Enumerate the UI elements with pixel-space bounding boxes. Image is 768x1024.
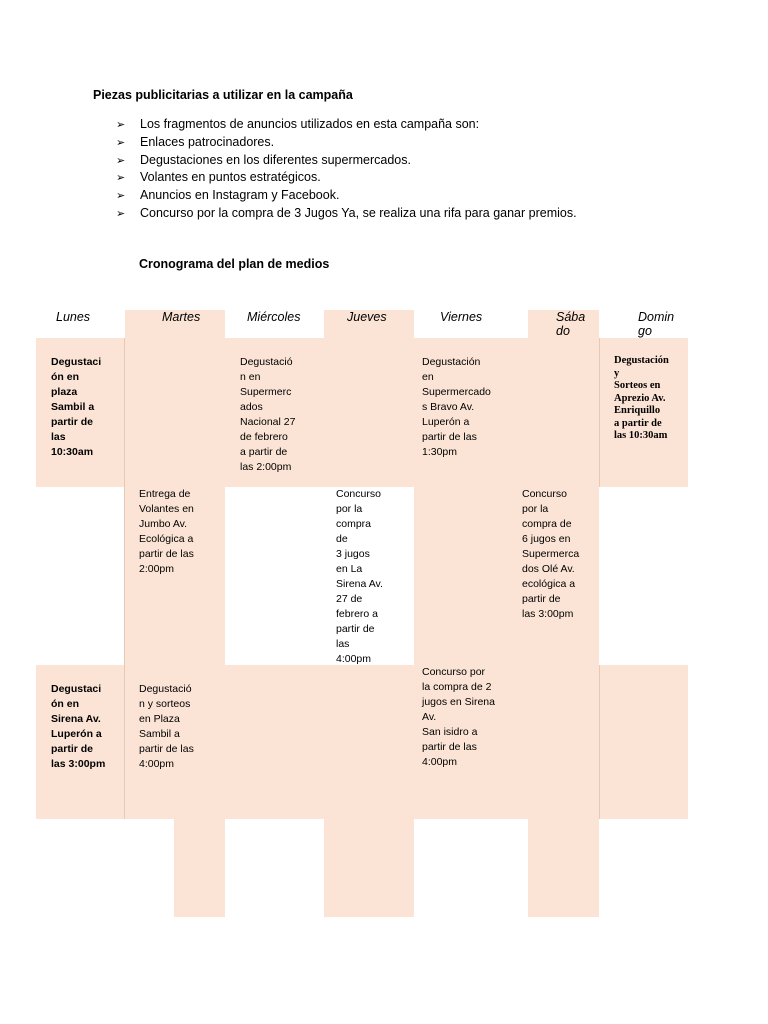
event-domingo-1: Degustación y Sorteos en Aprezio Av. Enriquillo a partir de las 10:30am <box>614 355 669 441</box>
event-viernes-3: Concurso por la compra de 2 jugos en Sirena Av. San isidro a partir de las 4:00pm <box>422 666 495 768</box>
schedule-row-4 <box>528 819 599 917</box>
column-divider <box>599 338 600 487</box>
bullet-list <box>116 116 577 223</box>
arrow-bullet-icon: ➢ <box>116 154 126 167</box>
schedule-row-1 <box>36 338 688 487</box>
event-jueves-2: Concurso por la compra de 3 jugos en La Sirena Av. 27 de febrero a partir de las 4:00pm <box>336 488 383 665</box>
day-viernes: Viernes <box>440 310 483 324</box>
day-sabado: Sába do <box>556 310 586 338</box>
event-martes-3: Degustació n y sorteos en Plaza Sambil a partir de las 4:00pm <box>139 683 194 770</box>
arrow-bullet-icon: ➢ <box>116 207 126 220</box>
list-item: ➢ Anuncios en Instagram y Facebook. <box>116 187 577 205</box>
list-item: ➢ Volantes en puntos estratégicos. <box>116 169 577 187</box>
schedule-title: Cronograma del plan de medios <box>139 257 330 271</box>
day-martes: Martes <box>162 310 201 324</box>
arrow-bullet-icon: ➢ <box>116 190 126 203</box>
empty-cell <box>225 487 324 665</box>
list-item: ➢ Los fragmentos de anuncios utilizados en esta campaña son: <box>116 116 577 134</box>
day-domingo: Domin go <box>638 310 675 338</box>
event-lunes-3: Degustaci ón en Sirena Av. Luperón a partir de las 3:00pm <box>51 683 106 770</box>
event-martes-2: Entrega de Volantes en Jumbo Av. Ecológica a partir de las 2:00pm <box>139 488 194 575</box>
event-miercoles-1: Degustació n en Supermerc ados Nacional 27 de febrero a partir de las 2:00pm <box>240 356 296 473</box>
list-item: ➢ Degustaciones en los diferentes supermercados. <box>116 152 577 170</box>
day-miercoles: Miércoles <box>247 310 301 324</box>
schedule-row-4 <box>174 819 225 917</box>
section-heading: Piezas publicitarias a utilizar en la campaña <box>93 88 353 102</box>
arrow-bullet-icon: ➢ <box>116 172 126 185</box>
event-viernes-1: Degustación en Supermercado s Bravo Av. Luperón a partir de las 1:30pm <box>422 356 491 458</box>
schedule-row-3 <box>36 665 688 819</box>
day-lunes: Lunes <box>56 310 91 324</box>
list-item: ➢ Concurso por la compra de 3 Jugos Ya, se realiza una rifa para ganar premios. <box>116 205 577 223</box>
column-divider <box>124 338 125 819</box>
list-item: ➢ Enlaces patrocinadores. <box>116 134 577 152</box>
column-divider <box>599 665 600 819</box>
arrow-bullet-icon: ➢ <box>116 119 126 131</box>
schedule-row-4 <box>324 819 414 917</box>
event-sabado-2: Concurso por la compra de 6 jugos en Supermerca dos Olé Av. ecológica a partir de las 3:00pm <box>522 488 580 620</box>
day-jueves: Jueves <box>347 310 387 324</box>
arrow-bullet-icon: ➢ <box>116 136 126 149</box>
event-lunes-1: Degustaci ón en plaza Sambil a partir de las 10:30am <box>51 356 102 458</box>
